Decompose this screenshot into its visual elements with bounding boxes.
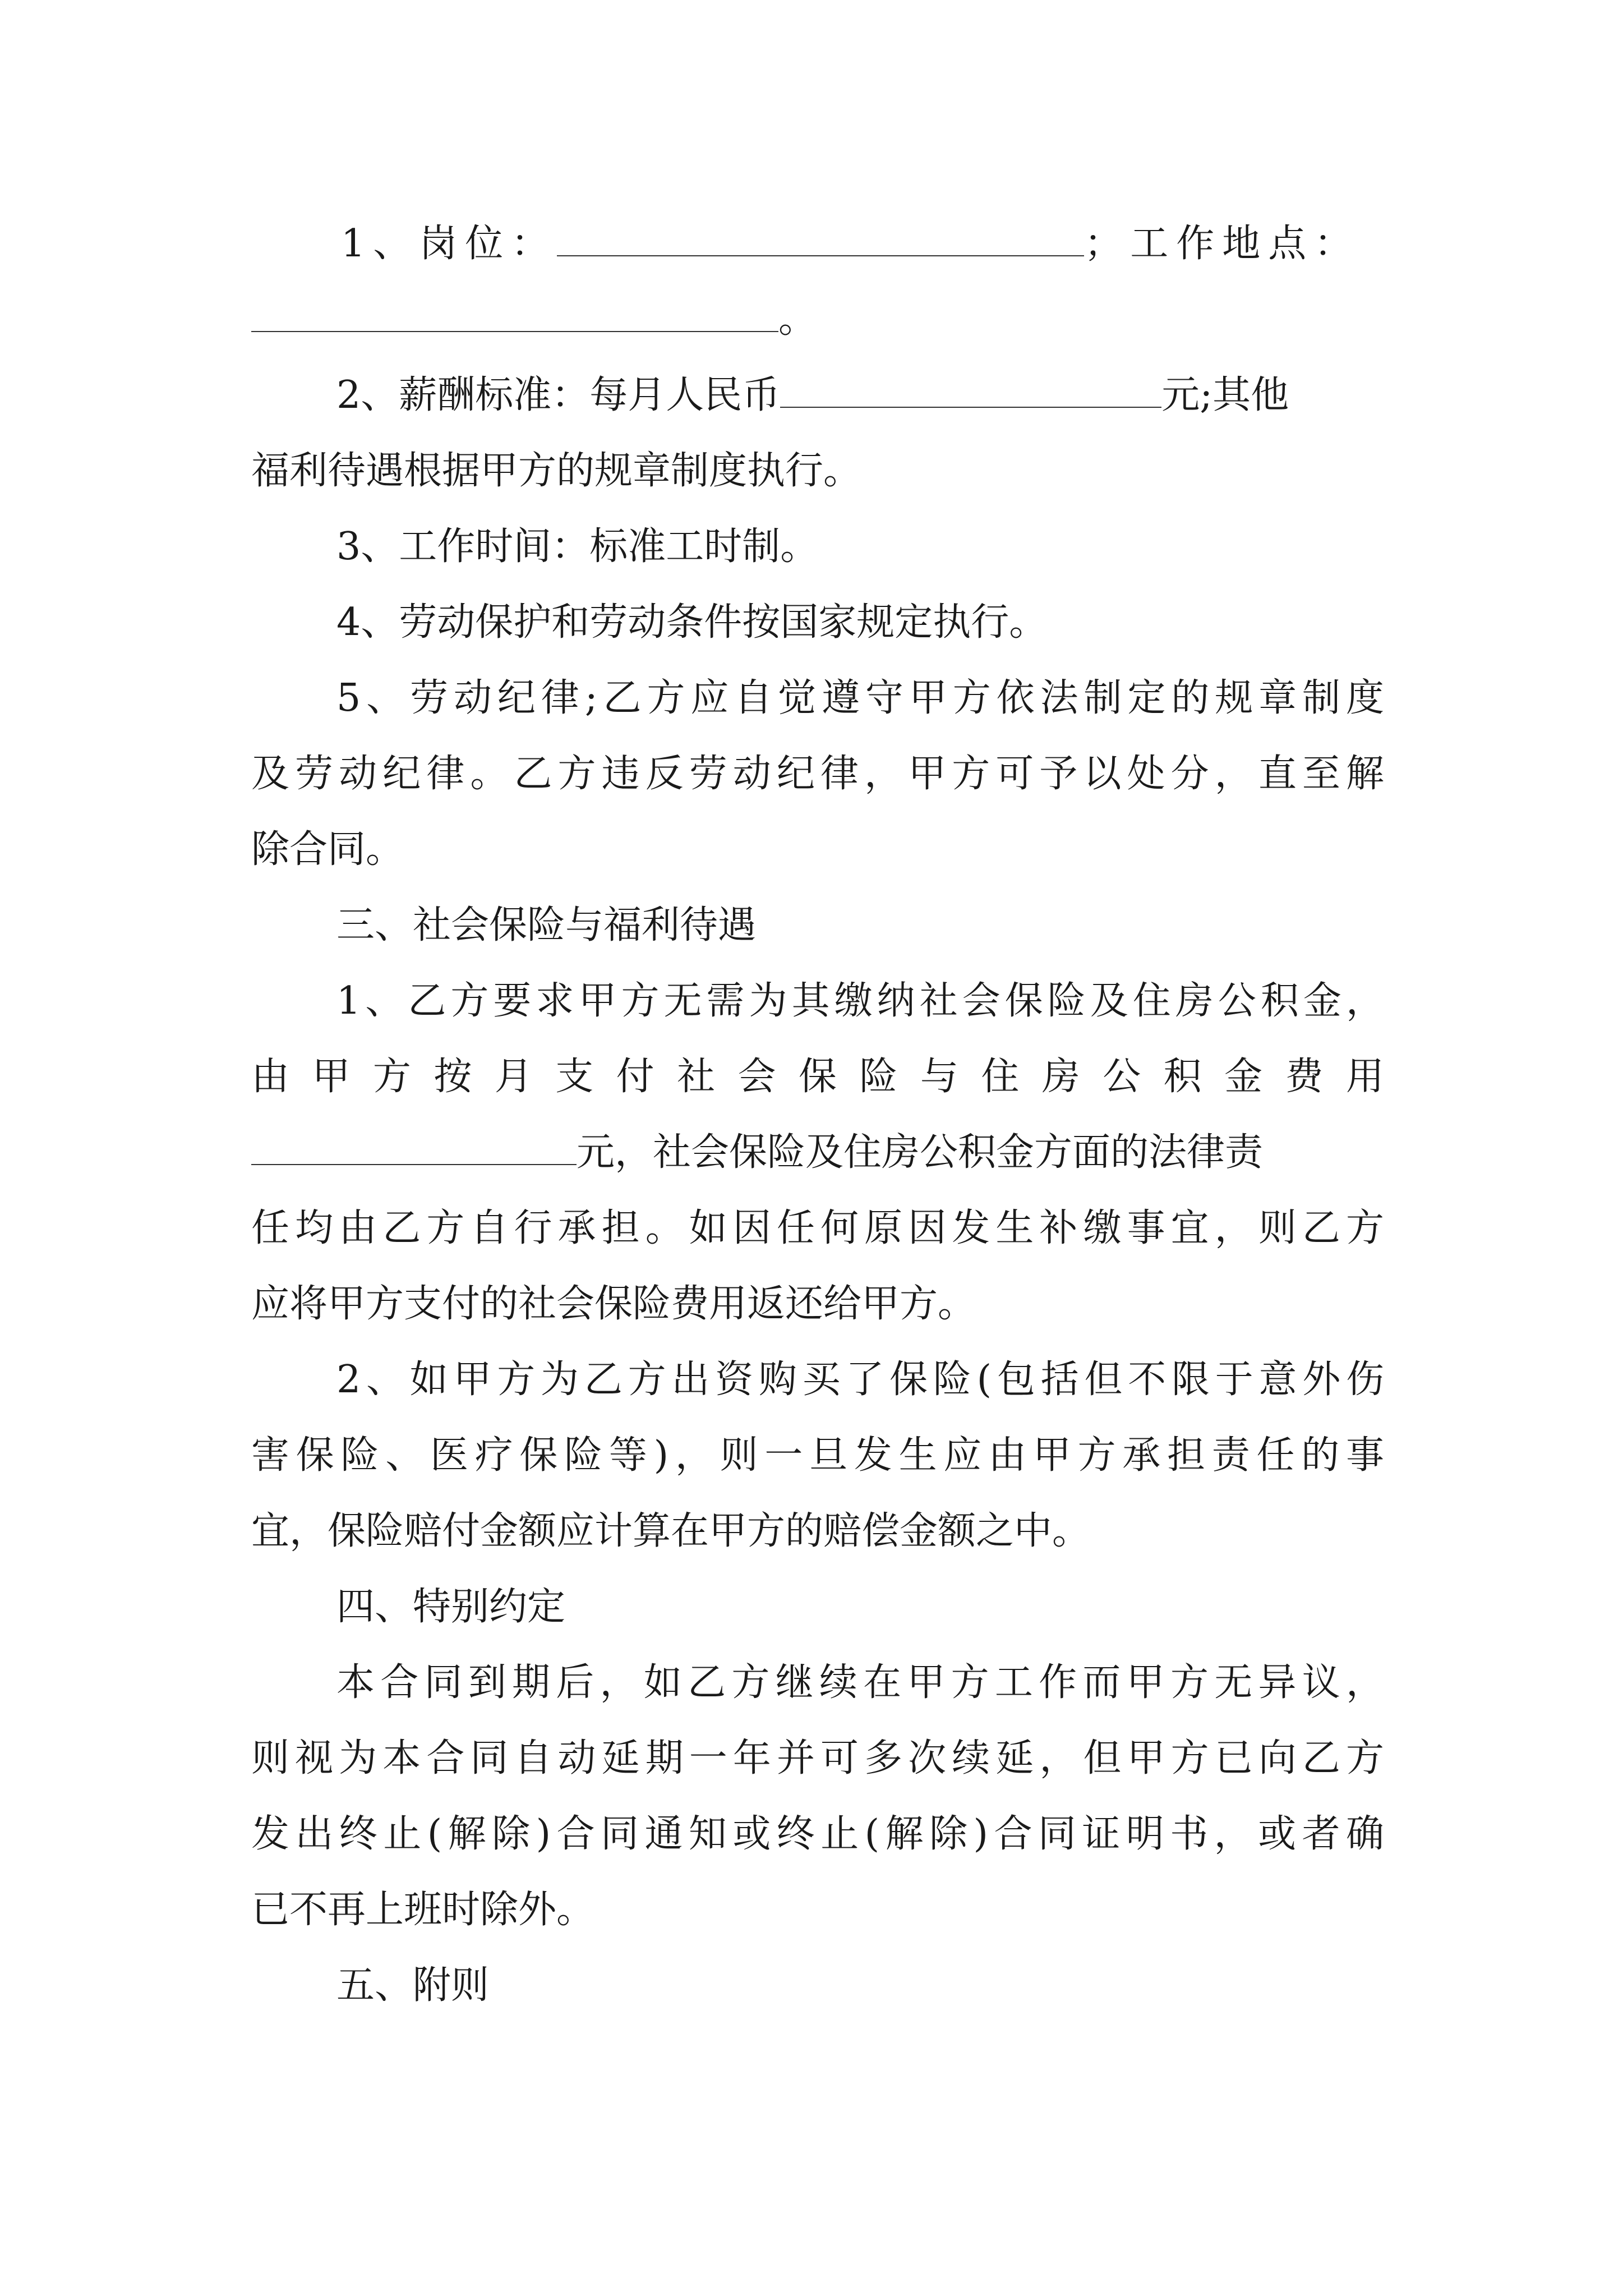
salary-label: 2、薪酬标准：每月人民币 — [336, 373, 781, 417]
position-label: 1、岗位： — [341, 222, 557, 266]
paragraph-line: 福利待遇根据甲方的规章制度执行。 — [251, 449, 862, 493]
section-4-paragraph-line: 本合同到期后，如乙方继续在甲方工作而甲方无异议， — [336, 1660, 1384, 1705]
position-blank — [557, 220, 1084, 256]
workplace-label: ；工作地点： — [1084, 222, 1361, 266]
insurance-amount-tail: 元，社会保险及住房公积金方面的法律责 — [577, 1130, 1264, 1175]
workplace-blank — [251, 296, 778, 332]
salary-tail: 元;其他 — [1161, 373, 1289, 417]
paragraph-line: 已不再上班时除外。 — [251, 1888, 595, 1932]
section-3-clause-1-line: 1、乙方要求甲方无需为其缴纳社会保险及住房公积金， — [336, 979, 1384, 1023]
insurance-amount-line — [251, 1125, 1384, 1181]
paragraph-line: 则视为本合同自动延期一年并可多次续延，但甲方已向乙方 — [251, 1736, 1384, 1780]
clause-1-workplace-line — [251, 292, 1384, 348]
period: 。 — [778, 297, 817, 342]
paragraph-line: 发出终止(解除)合同通知或终止(解除)合同证明书，或者确 — [251, 1812, 1384, 1856]
section-3-heading: 三、社会保险与福利待遇 — [336, 903, 757, 947]
clause-5-line: 5、劳动纪律;乙方应自觉遵守甲方依法制定的规章制度 — [336, 676, 1384, 720]
paragraph-line: 由甲方按月支付社会保险与住房公积金费用 — [251, 1055, 1384, 1099]
paragraph-line: 应将甲方支付的社会保险费用返还给甲方。 — [251, 1282, 976, 1326]
insurance-amount-blank — [251, 1129, 577, 1165]
section-4-heading: 四、特别约定 — [336, 1585, 566, 1629]
paragraph-line: 除合同。 — [251, 827, 404, 872]
paragraph-line: 及劳动纪律。乙方违反劳动纪律，甲方可予以处分，直至解 — [251, 752, 1384, 796]
clause-4-line: 4、劳动保护和劳动条件按国家规定执行。 — [336, 600, 1048, 645]
paragraph-line: 宜，保险赔付金额应计算在甲方的赔偿金额之中。 — [251, 1509, 1091, 1553]
salary-blank — [780, 372, 1161, 408]
section-5-heading: 五、附则 — [336, 1963, 490, 2008]
clause-1-position-line — [341, 216, 1384, 272]
paragraph-line: 任均由乙方自行承担。如因任何原因发生补缴事宜，则乙方 — [251, 1206, 1384, 1250]
clause-2-salary-line — [336, 367, 1384, 424]
section-3-clause-2-line: 2、如甲方为乙方出资购买了保险(包括但不限于意外伤 — [336, 1358, 1384, 1402]
paragraph-line: 害保险、医疗保险等)，则一旦发生应由甲方承担责任的事 — [251, 1433, 1384, 1478]
clause-3-line: 3、工作时间：标准工时制。 — [336, 524, 819, 569]
